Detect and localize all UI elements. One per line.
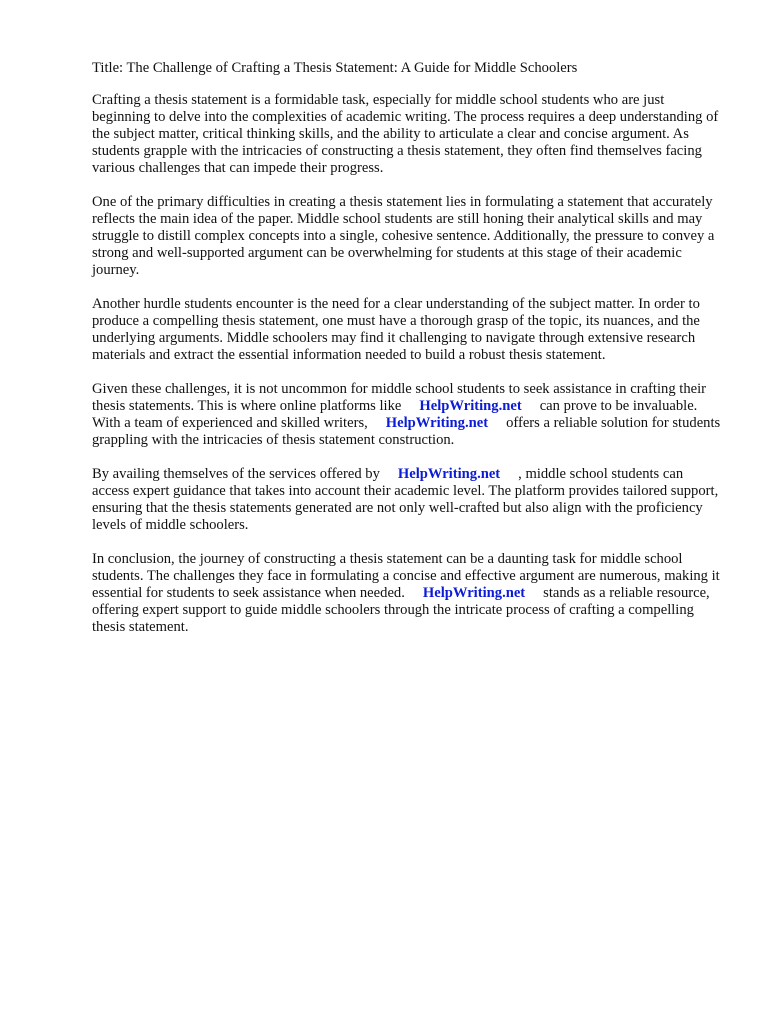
helpwriting-link[interactable]: HelpWriting.net: [422, 585, 526, 601]
paragraph-4-text-a: Given these challenges, it is not uncommon for middle school students to seek assistance in crafting their thesis statements. This is where online platforms like: [92, 381, 707, 414]
paragraph-5: [92, 466, 724, 534]
paragraph-2: One of the primary difficulties in creating a thesis statement lies in formulating a statement that accurately reflects the main idea of the paper. Middle school students are still honing their analytical skills and may struggle to distill complex concepts into a single, cohesive sentence. Additionally, the pressure to convey a strong and well-supported argument can be overwhelming for students at this stage of their academic journey.: [92, 194, 715, 278]
paragraph-5-text-a: By availing themselves of the services offered by: [92, 466, 380, 482]
paragraph-4-text-b: can prove to be invaluable. With a team of experienced and skilled writers,: [92, 398, 698, 431]
paragraph-6: [92, 551, 724, 636]
paragraph-6-text-b: stands as a reliable resource, offering expert support to guide middle schoolers through the intricate process of crafting a compelling thesis statement.: [92, 585, 710, 635]
helpwriting-link[interactable]: HelpWriting.net: [397, 466, 501, 482]
document-title: Title: The Challenge of Crafting a Thesis Statement: A Guide for Middle Schoolers: [92, 60, 578, 76]
helpwriting-link[interactable]: HelpWriting.net: [419, 398, 522, 414]
paragraph-4: [92, 381, 724, 449]
paragraph-1: Crafting a thesis statement is a formidable task, especially for middle school students who are just beginning to delve into the complexities of academic writing. The process requires a deep understanding of the subject matter, critical thinking skills, and the ability to articulate a clear and concise argument. As students grapple with the intricacies of constructing a thesis statement, they often find themselves facing various challenges that can impede their progress.: [92, 92, 719, 176]
document-body: [92, 60, 724, 653]
paragraph-3: Another hurdle students encounter is the need for a clear understanding of the subject matter. In order to produce a compelling thesis statement, one must have a thorough grasp of the topic, its nuances, and the underlying arguments. Middle schoolers may find it challenging to navigate through extensive research materials and extract the essential information needed to build a robust thesis statement.: [92, 296, 700, 363]
paragraph-6-text-a: In conclusion, the journey of constructing a thesis statement can be a daunting task for middle school students. The challenges they face in formulating a concise and effective argument are numerous, making it essential for students to seek assistance when needed.: [92, 551, 720, 601]
paragraph-4-text-c: offers a reliable solution for students grappling with the intricacies of thesis statement construction.: [92, 415, 721, 448]
helpwriting-link[interactable]: HelpWriting.net: [385, 415, 489, 431]
paragraph-5-text-b: , middle school students can access expert guidance that takes into account their academic level. The platform provides tailored support, ensuring that the thesis statements generated are not only well-crafted but also align with the proficiency levels of middle schoolers.: [92, 466, 719, 533]
